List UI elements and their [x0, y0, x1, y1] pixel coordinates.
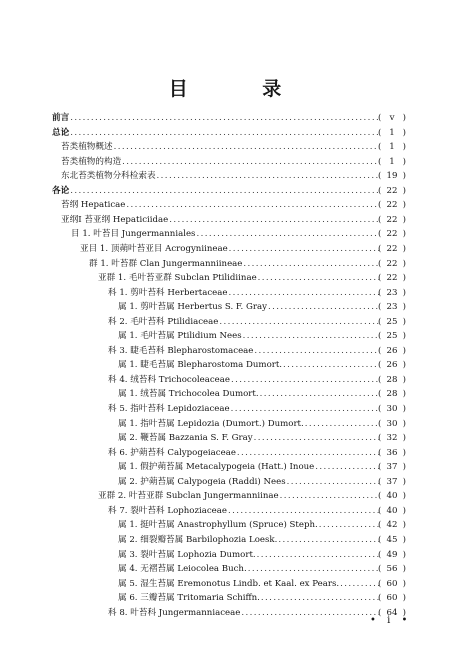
page-number: 19: [386, 171, 398, 182]
toc-entry: [0, 417, 450, 431]
close-paren: ): [402, 287, 406, 298]
page-number: 60: [386, 593, 398, 604]
toc-entry-page: [380, 548, 404, 562]
toc-entry-label: 属 1. 假护蒴苔属 Metacalypogeia (Hatt.) Inoue: [118, 462, 315, 473]
toc-entry-leader: [118, 577, 382, 591]
open-paren: (: [378, 607, 382, 618]
toc-entry: [0, 329, 450, 343]
page-number: 40: [386, 505, 398, 516]
toc-entry-leader: [118, 417, 382, 431]
close-paren: ): [402, 549, 406, 560]
toc-entry-leader: [118, 387, 382, 401]
open-paren: (: [378, 273, 382, 284]
toc-entry-page: [380, 577, 404, 591]
toc-entry-page: [380, 562, 404, 576]
dot-leader: [280, 489, 382, 503]
toc-entry: [0, 475, 450, 489]
page-number: 25: [386, 331, 398, 342]
toc-entry-page: [380, 344, 404, 358]
open-paren: (: [378, 505, 382, 516]
page-number: 36: [386, 447, 398, 458]
toc-entry-page: [380, 489, 404, 503]
toc-entry-page: [380, 198, 404, 212]
toc-entry-leader: [108, 344, 382, 358]
toc-entry-label: 苔类植物的构造: [61, 156, 122, 167]
open-paren: (: [378, 156, 382, 167]
toc-entry-label: 科 8. 叶苔科 Jungermanniaceae: [108, 607, 241, 618]
dot-leader: [228, 286, 382, 300]
page-number: 32: [386, 433, 398, 444]
dot-leader: [126, 198, 382, 212]
open-paren: (: [378, 389, 382, 400]
dot-leader: [258, 271, 382, 285]
toc-entry-label: 属 1. 剪叶苔属 Herbertus S. F. Gray: [118, 302, 267, 313]
page-number: 22: [386, 200, 398, 211]
toc-entry-page: [380, 431, 404, 445]
close-paren: ): [402, 214, 406, 225]
page-title: 目 录: [168, 78, 316, 100]
toc-entry-page: [380, 155, 404, 169]
open-paren: (: [378, 214, 382, 225]
open-paren: (: [378, 316, 382, 327]
toc-entry-label: 科 3. 睫毛苔科 Blepharostomaceae: [108, 345, 254, 356]
toc-entry: [0, 184, 450, 198]
toc-entry-label: 苔类植物概述: [61, 142, 113, 153]
toc-entry-leader: [118, 358, 382, 372]
toc-entry-label: 属 1. 指叶苔属 Lepidozia (Dumort.) Dumort.: [118, 418, 304, 429]
toc-entry-label: 属 2. 细裂瓣苔属 Barbilophozia Loesk.: [118, 534, 278, 545]
toc-entry-leader: [61, 169, 382, 183]
open-paren: (: [378, 418, 382, 429]
toc-entry-leader: [98, 489, 382, 503]
page-number: 28: [386, 374, 398, 385]
close-paren: ): [402, 593, 406, 604]
dot-leader: [319, 518, 382, 532]
dot-leader: [278, 533, 382, 547]
open-paren: (: [378, 404, 382, 414]
toc-entry-page: [380, 446, 404, 460]
close-paren: ): [402, 302, 406, 313]
dot-leader: [70, 111, 382, 125]
toc-entry-page: [380, 329, 404, 343]
dot-leader: [243, 329, 382, 343]
close-paren: ): [402, 331, 406, 342]
dot-leader: [228, 504, 382, 518]
toc-entry-page: [380, 242, 404, 256]
toc-entry: [0, 227, 450, 241]
toc-entry-label: 属 5. 湿生苔属 Eremonotus Lindb. et Kaal. ex Pears.: [118, 578, 340, 589]
page-number: 26: [386, 360, 398, 371]
open-paren: (: [378, 185, 382, 196]
open-paren: (: [378, 345, 382, 356]
close-paren: ): [402, 156, 406, 167]
toc-entry-leader: [118, 475, 382, 489]
close-paren: ): [402, 476, 406, 487]
page-number-mark: • i •: [370, 615, 412, 626]
close-paren: ): [402, 345, 406, 356]
toc-entry-leader: [108, 402, 382, 416]
toc-entry-leader: [52, 111, 382, 125]
open-paren: (: [378, 447, 382, 458]
toc-entry-leader: [98, 271, 382, 285]
toc-entry-page: [380, 373, 404, 387]
close-paren: ): [402, 534, 406, 545]
toc-entry-label: 科 2. 毛叶苔科 Ptilidiaceae: [108, 316, 219, 327]
open-paren: (: [378, 258, 382, 269]
toc-entry: [0, 271, 450, 285]
open-paren: (: [378, 302, 382, 313]
page-number: 45: [386, 534, 398, 545]
toc-entry: [0, 460, 450, 474]
open-paren: (: [378, 360, 382, 371]
toc-entry-leader: [118, 591, 382, 605]
toc-entry: [0, 504, 450, 518]
close-paren: ): [402, 505, 406, 516]
dot-leader: [157, 169, 382, 183]
dot-leader: [248, 562, 382, 576]
open-paren: (: [378, 127, 382, 138]
toc-entry: [0, 155, 450, 169]
close-paren: ): [402, 564, 406, 575]
open-paren: (: [378, 549, 382, 560]
toc-entry: [0, 213, 450, 227]
toc-entry-label: 属 1. 毛叶苔属 Ptilidium Nees: [118, 331, 242, 342]
toc-entry-page: [380, 111, 404, 125]
open-paren: (: [378, 578, 382, 589]
toc-entry-label: 前言: [52, 113, 70, 123]
close-paren: ): [402, 433, 406, 444]
toc-entry-label: 总论: [52, 127, 70, 138]
dot-leader: [283, 358, 382, 372]
close-paren: ): [402, 520, 406, 531]
open-paren: (: [378, 374, 382, 385]
close-paren: ): [402, 462, 406, 473]
toc-entry: [0, 286, 450, 300]
close-paren: ): [402, 404, 406, 414]
close-paren: ): [402, 229, 406, 240]
toc-entry-label: 亚群 1. 毛叶苔亚群 Subclan Ptilidiinae: [98, 273, 257, 284]
toc-entry-page: [380, 271, 404, 285]
toc-entry-page: [380, 300, 404, 314]
toc-entry-page: [380, 227, 404, 241]
toc-entry-page: [380, 184, 404, 198]
close-paren: ): [402, 243, 406, 254]
dot-leader: [229, 242, 382, 256]
toc-entry-page: [380, 257, 404, 271]
close-paren: ): [402, 418, 406, 429]
toc-entry-label: 科 4. 绒苔科 Trichocoleaceae: [108, 374, 230, 385]
toc-entry-label: 群 1. 叶苔群 Clan Jungermanniineae: [89, 258, 243, 269]
toc-entry: [0, 518, 450, 532]
toc-entry-leader: [118, 562, 382, 576]
open-paren: (: [378, 593, 382, 604]
page-number: 30: [386, 404, 398, 414]
open-paren: (: [378, 243, 382, 254]
toc-entry-page: [380, 533, 404, 547]
toc-entry-label: 苔纲 Hepaticae: [61, 200, 126, 211]
open-paren: (: [378, 287, 382, 298]
toc-entry: [0, 358, 450, 372]
toc-entry-page: [380, 591, 404, 605]
dot-leader: [114, 140, 382, 154]
toc-entry-label: 属 1. 绒苔属 Trichocolea Dumort.: [118, 389, 259, 400]
toc-entry-leader: [108, 504, 382, 518]
toc-entry: [0, 577, 450, 591]
page-number: 37: [386, 462, 398, 473]
toc-entry-label: 亚纲Ⅰ 苔亚纲 Hepaticiidae: [61, 214, 169, 225]
toc-entry: [0, 533, 450, 547]
dot-leader: [254, 344, 382, 358]
toc-entry: [0, 140, 450, 154]
open-paren: (: [378, 491, 382, 502]
toc-entry-leader: [108, 373, 382, 387]
dot-leader: [231, 373, 382, 387]
toc-entry-label: 科 7. 裂叶苔科 Lophoziaceae: [108, 505, 227, 516]
dot-leader: [261, 591, 382, 605]
page-number: 37: [386, 476, 398, 487]
toc-entry-leader: [118, 329, 382, 343]
close-paren: ): [402, 447, 406, 458]
dot-leader: [254, 431, 382, 445]
toc-entry-leader: [89, 257, 382, 271]
dot-leader: [268, 300, 382, 314]
close-paren: ): [402, 113, 406, 123]
toc-entry-page: [380, 460, 404, 474]
toc-entry: [0, 198, 450, 212]
toc-entry-leader: [108, 446, 382, 460]
toc-entry: [0, 548, 450, 562]
toc-entry-page: [380, 358, 404, 372]
open-paren: (: [378, 229, 382, 240]
toc-entry: [0, 431, 450, 445]
toc-entry-label: 目 1. 叶苔目 Jungermanniales: [71, 229, 196, 240]
toc-entry-page: [380, 286, 404, 300]
toc-entry-label: 属 3. 裂叶苔属 Lophozia Dumort.: [118, 549, 256, 560]
toc-entry-leader: [118, 533, 382, 547]
dot-leader: [219, 315, 382, 329]
page-number: 40: [386, 491, 398, 502]
toc-entry-page: [380, 417, 404, 431]
toc-entry: [0, 300, 450, 314]
page-number: 30: [386, 418, 398, 429]
page-number: 25: [386, 316, 398, 327]
toc-entry: [0, 242, 450, 256]
open-paren: (: [378, 564, 382, 575]
dot-leader: [70, 184, 382, 198]
page-number: 64: [386, 607, 398, 618]
toc-entry-label: 属 2. 护蒴苔属 Calypogeia (Raddi) Nees: [118, 476, 286, 487]
page-number: 22: [386, 185, 398, 196]
dot-leader: [287, 475, 382, 489]
toc-entry-leader: [118, 431, 382, 445]
toc-entry-page: [380, 126, 404, 140]
toc-entry-label: 亚群 2. 叶苔亚群 Subclan Jungermanniinae: [98, 491, 279, 502]
close-paren: ): [402, 200, 406, 211]
toc-entry-page: [380, 475, 404, 489]
toc-entry-leader: [118, 518, 382, 532]
dot-leader: [340, 577, 382, 591]
page-number: 49: [386, 549, 398, 560]
toc-entry-label: 属 6. 三瓣苔属 Tritomaria Schiffn.: [118, 593, 260, 604]
dot-leader: [305, 417, 382, 431]
toc-entry: [0, 402, 450, 416]
open-paren: (: [378, 534, 382, 545]
toc-entry-page: [380, 504, 404, 518]
toc-entry: [0, 446, 450, 460]
toc-entry-page: [380, 518, 404, 532]
dot-leader: [169, 213, 382, 227]
page-number: 22: [386, 273, 398, 284]
page-number: 28: [386, 389, 398, 400]
page-number: 42: [386, 520, 398, 531]
toc-entry-label: 科 5. 指叶苔科 Lepidoziaceae: [108, 404, 230, 414]
toc-entry: [0, 344, 450, 358]
toc-entry: [0, 387, 450, 401]
close-paren: ): [402, 142, 406, 153]
close-paren: ): [402, 171, 406, 182]
dot-leader: [243, 257, 382, 271]
page-number: 1: [389, 127, 395, 138]
open-paren: (: [378, 476, 382, 487]
close-paren: ): [402, 578, 406, 589]
toc-entry-leader: [80, 242, 382, 256]
toc-entry-label: 属 1. 睫毛苔属 Blepharostoma Dumort.: [118, 360, 283, 371]
page-number: 1: [389, 142, 395, 153]
dot-leader: [237, 446, 382, 460]
toc-entry: [0, 373, 450, 387]
toc-entry-label: 亚目 1. 顶蒴叶苔亚目 Acrogyniineae: [80, 243, 228, 254]
toc-entry-label: 属 4. 无褶苔属 Leiocolea Buch.: [118, 564, 247, 575]
close-paren: ): [402, 185, 406, 196]
dot-leader: [315, 460, 382, 474]
close-paren: ): [402, 374, 406, 385]
close-paren: ): [402, 316, 406, 327]
toc-entry: [0, 562, 450, 576]
toc-entry-leader: [118, 548, 382, 562]
toc-entry: [0, 111, 450, 125]
toc-entry-label: 属 1. 挺叶苔属 Anastrophyllum (Spruce) Steph.: [118, 520, 318, 531]
close-paren: ): [402, 607, 406, 618]
toc-entry-label: 东北苔类植物分科检索表: [61, 171, 156, 182]
toc-entry: [0, 257, 450, 271]
open-paren: (: [378, 142, 382, 153]
toc-entry-label: 科 1. 剪叶苔科 Herbertaceae: [108, 287, 228, 298]
toc-entry-leader: [108, 286, 382, 300]
page-number: 22: [386, 229, 398, 240]
dot-leader: [231, 402, 382, 416]
page-number: v: [389, 113, 395, 123]
toc-entry-leader: [61, 213, 382, 227]
toc-entry-leader: [61, 198, 382, 212]
close-paren: ): [402, 127, 406, 138]
dot-leader: [196, 227, 382, 241]
open-paren: (: [378, 171, 382, 182]
toc-entry-leader: [52, 184, 382, 198]
open-paren: (: [378, 200, 382, 211]
open-paren: (: [378, 520, 382, 531]
dot-leader: [260, 387, 382, 401]
open-paren: (: [378, 433, 382, 444]
toc-entry-leader: [118, 460, 382, 474]
page-number: 60: [386, 578, 398, 589]
close-paren: ): [402, 258, 406, 269]
dot-leader: [122, 155, 382, 169]
page-number: 22: [386, 214, 398, 225]
toc-entry-page: [380, 169, 404, 183]
toc-entry-label: 属 2. 鞭苔属 Bazzania S. F. Gray: [118, 433, 253, 444]
toc-entry-label: 各论: [52, 185, 70, 196]
toc-entry: [0, 169, 450, 183]
toc-entry: [0, 489, 450, 503]
close-paren: ): [402, 389, 406, 400]
toc-entry-leader: [108, 606, 382, 620]
toc-entry-page: [380, 140, 404, 154]
toc-entry-leader: [71, 227, 382, 241]
page-number: 22: [386, 243, 398, 254]
dot-leader: [241, 606, 382, 620]
dot-leader: [70, 126, 382, 140]
close-paren: ): [402, 273, 406, 284]
toc-entry-leader: [61, 155, 382, 169]
page-number: 23: [386, 302, 398, 313]
toc-entry-leader: [108, 315, 382, 329]
page-number: 23: [386, 287, 398, 298]
toc-entry-leader: [61, 140, 382, 154]
dot-leader: [257, 548, 382, 562]
toc-entry-page: [380, 315, 404, 329]
toc-entry-page: [380, 387, 404, 401]
page-number: 56: [386, 564, 398, 575]
open-paren: (: [378, 113, 382, 123]
page-number: 22: [386, 258, 398, 269]
open-paren: (: [378, 462, 382, 473]
close-paren: ): [402, 360, 406, 371]
open-paren: (: [378, 331, 382, 342]
toc-entry-page: [380, 213, 404, 227]
toc-entry-label: 科 6. 护蒴苔科 Calypogeiaceae: [108, 447, 236, 458]
close-paren: ): [402, 491, 406, 502]
toc-entry: [0, 126, 450, 140]
toc-entry-page: [380, 402, 404, 416]
toc-entry: [0, 591, 450, 605]
toc-entry-leader: [118, 300, 382, 314]
page-number: 26: [386, 345, 398, 356]
toc-entry: [0, 315, 450, 329]
toc-entry-leader: [52, 126, 382, 140]
page-number: 1: [389, 156, 395, 167]
